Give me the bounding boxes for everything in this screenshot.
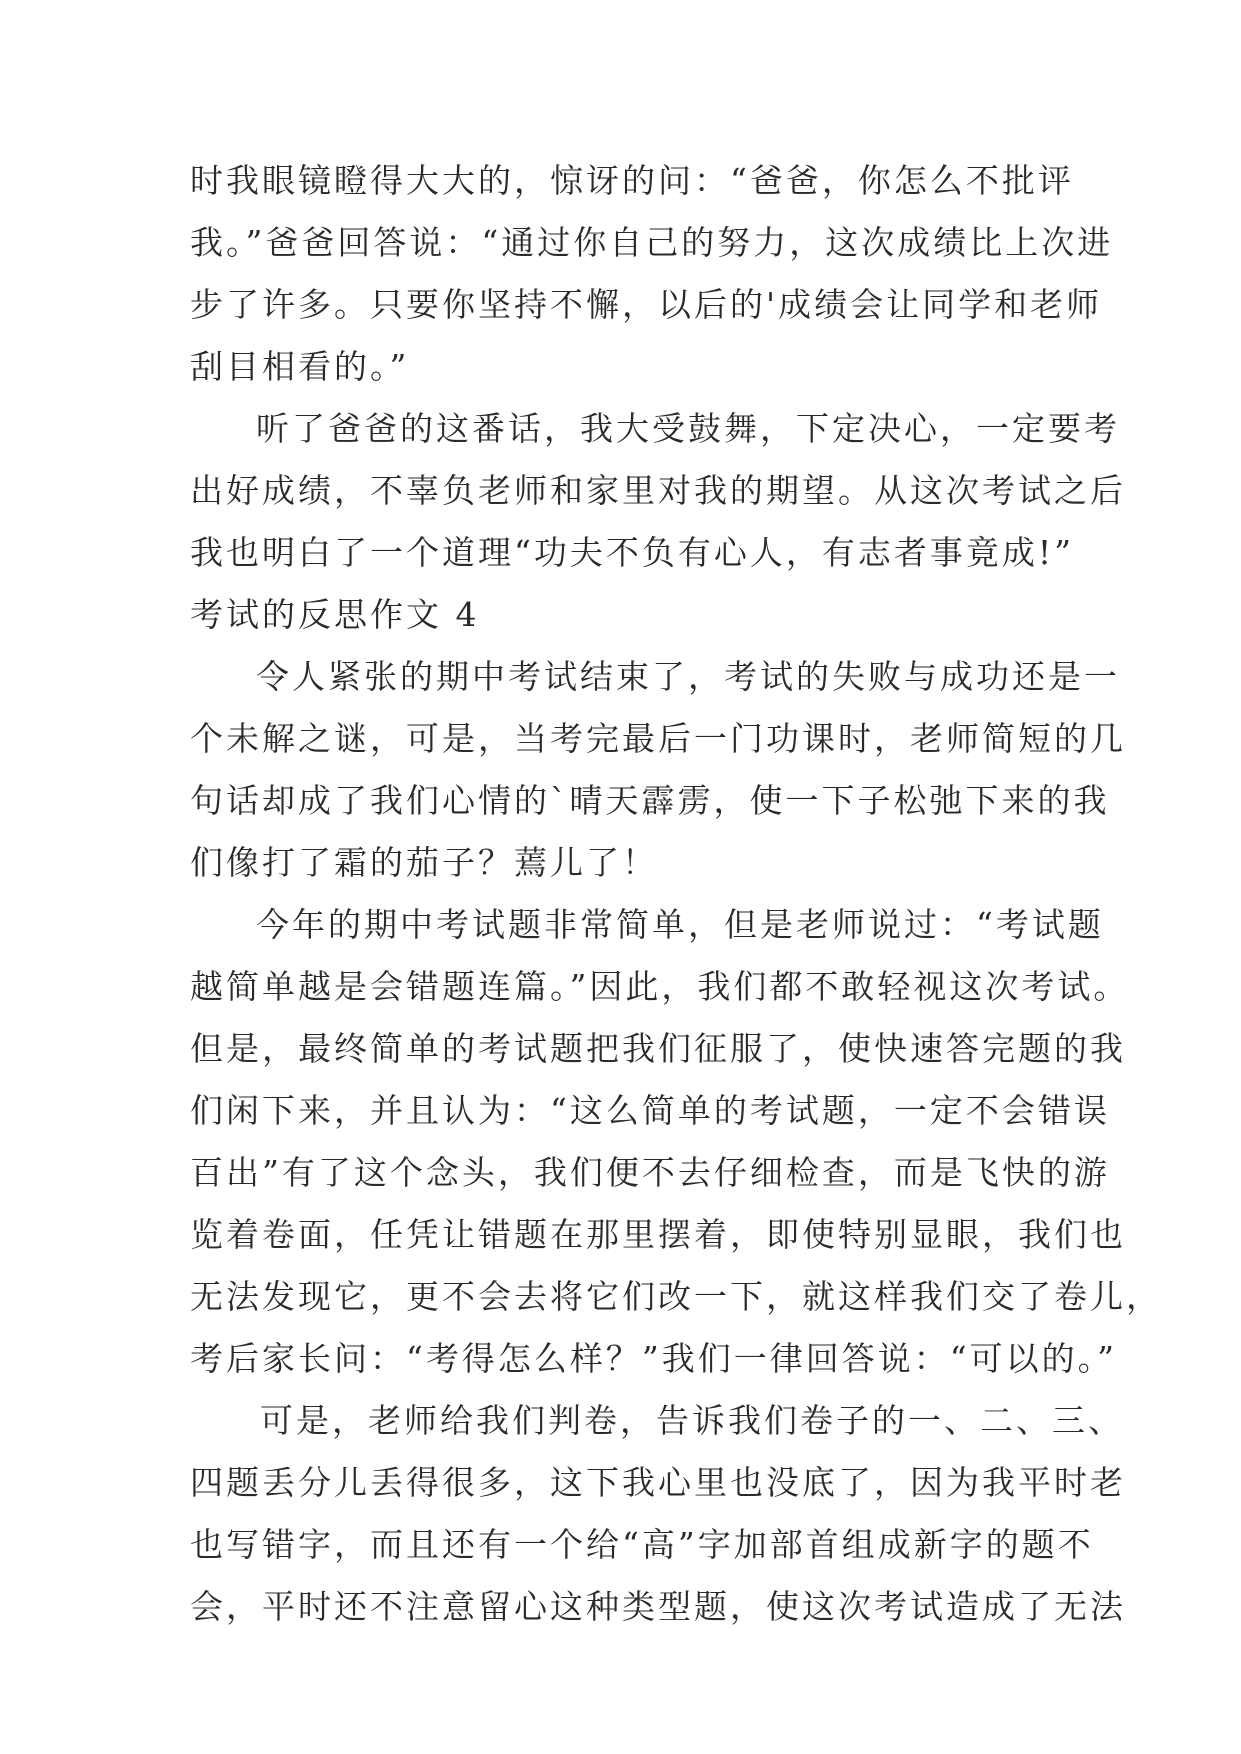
section-heading: 考试的反思作文 4 — [190, 595, 480, 634]
paragraph-line: 个未解之谜，可是，当考完最后一门功课时，老师简短的几 — [190, 719, 1126, 758]
paragraph-line: 时我眼镜瞪得大大的，惊讶的问：“爸爸，你怎么不批评 — [190, 161, 1074, 200]
paragraph-line: 出好成绩，不辜负老师和家里对我的期望。从这次考试之后 — [190, 471, 1126, 510]
document-body — [190, 150, 1162, 1638]
paragraph-line: 今年的期中考试题非常简单，但是老师说过：“考试题 — [256, 905, 1104, 944]
paragraph-line: 但是，最终简单的考试题把我们征服了，使快速答完题的我 — [190, 1029, 1126, 1068]
paragraph-line: 我也明白了一个道理“功夫不负有心人，有志者事竟成!” — [190, 533, 1075, 572]
paragraph-line: 们闲下来，并且认为：“这么简单的考试题，一定不会错误 — [190, 1091, 1110, 1130]
paragraph-line: 可是，老师给我们判卷，告诉我们卷子的一、二、三、 — [260, 1401, 1124, 1440]
paragraph-line: 会，平时还不注意留心这种类型题，使这次考试造成了无法 — [190, 1587, 1126, 1626]
paragraph-line: 我。”爸爸回答说：“通过你自己的努力，这次成绩比上次进 — [190, 223, 1114, 262]
paragraph-line: 令人紧张的期中考试结束了，考试的失败与成功还是一 — [256, 657, 1120, 696]
paragraph-line: 越简单越是会错题连篇。”因此，我们都不敢轻视这次考试。 — [190, 967, 1130, 1006]
paragraph-line: 句话却成了我们心情的`晴天霹雳，使一下子松弛下来的我 — [190, 781, 1110, 820]
paragraph-line: 听了爸爸的这番话，我大受鼓舞，下定决心，一定要考 — [256, 409, 1120, 448]
paragraph-line: 也写错字，而且还有一个给“高”字加部首组成新字的题不 — [190, 1525, 1094, 1564]
paragraph-line: 四题丢分儿丢得很多，这下我心里也没底了，因为我平时老 — [190, 1463, 1126, 1502]
paragraph-line: 百出”有了这个念头，我们便不去仔细检查，而是飞快的游 — [190, 1153, 1110, 1192]
paragraph-line: 览着卷面，任凭让错题在那里摆着，即使特别显眼，我们也 — [190, 1215, 1126, 1254]
paragraph-line: 刮目相看的。” — [190, 347, 410, 386]
paragraph-line: 步了许多。只要你坚持不懈，以后的'成绩会让同学和老师 — [190, 285, 1103, 324]
paragraph-line: 考后家长问：“考得怎么样？”我们一律回答说：“可以的。” — [190, 1339, 1117, 1378]
paragraph-line: 们像打了霜的茄子？蔫儿了！ — [190, 843, 658, 882]
paragraph-line: 无法发现它，更不会去将它们改一下，就这样我们交了卷儿， — [190, 1277, 1162, 1316]
